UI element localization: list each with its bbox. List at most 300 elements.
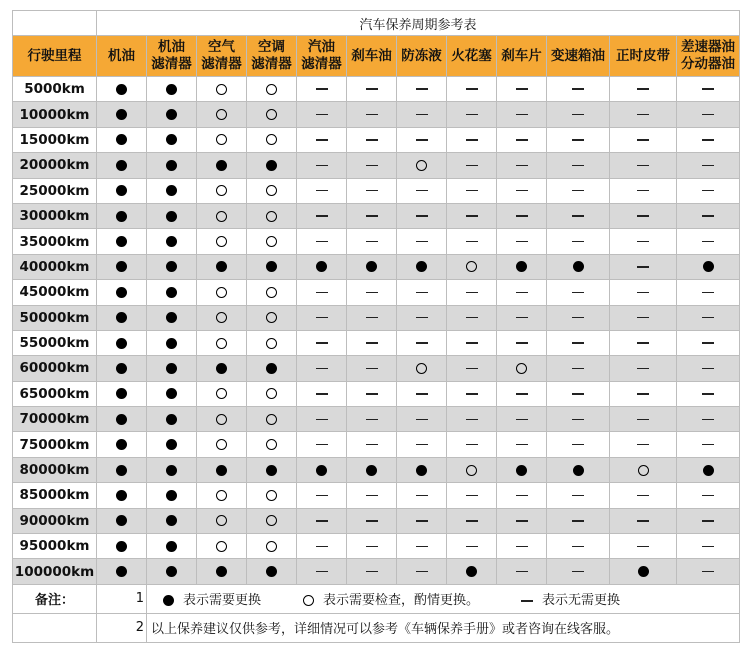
mark-cell	[610, 178, 677, 203]
mark-cell	[397, 559, 447, 584]
no-replace-dash-icon	[466, 546, 478, 547]
no-replace-dash-icon	[416, 520, 428, 521]
mark-cell	[297, 432, 347, 457]
inspect-circle-icon	[416, 160, 427, 171]
mark-cell	[247, 153, 297, 178]
mark-cell	[97, 432, 147, 457]
mark-cell	[610, 356, 677, 381]
no-replace-dash-icon	[466, 114, 478, 115]
table-row	[13, 254, 740, 279]
no-replace-dash-icon	[416, 88, 428, 89]
mark-cell	[677, 280, 740, 305]
mark-cell	[197, 330, 247, 355]
replace-dot-icon	[116, 84, 127, 95]
mark-cell	[147, 559, 197, 584]
legend-dot-icon	[163, 595, 174, 606]
replace-dot-icon	[166, 160, 177, 171]
replace-dot-icon	[266, 160, 277, 171]
mark-cell	[547, 356, 610, 381]
mark-cell	[497, 77, 547, 102]
mark-cell	[397, 381, 447, 406]
mark-cell	[447, 356, 497, 381]
column-header-line: 滤清器	[251, 56, 292, 72]
no-replace-dash-icon	[466, 444, 478, 445]
legend-cell	[147, 584, 740, 613]
column-header-1	[97, 36, 147, 77]
mark-cell	[397, 102, 447, 127]
inspect-circle-icon	[516, 363, 527, 374]
no-replace-dash-icon	[637, 88, 649, 89]
no-replace-dash-icon	[637, 266, 649, 267]
mark-cell	[197, 381, 247, 406]
mark-cell	[147, 356, 197, 381]
mark-cell	[677, 508, 740, 533]
mark-cell	[197, 77, 247, 102]
mark-cell	[547, 305, 610, 330]
inspect-circle-icon	[266, 312, 277, 323]
mark-cell	[347, 77, 397, 102]
replace-dot-icon	[116, 439, 127, 450]
no-replace-dash-icon	[416, 190, 428, 191]
no-replace-dash-icon	[637, 165, 649, 166]
column-header-line: 分动器油	[681, 56, 736, 72]
replace-dot-icon	[216, 465, 227, 476]
column-header-line: 滤清器	[151, 56, 192, 72]
mark-cell	[247, 77, 297, 102]
column-header-line: 刹车油	[351, 47, 392, 64]
inspect-circle-icon	[266, 84, 277, 95]
inspect-circle-icon	[216, 515, 227, 526]
mark-cell	[610, 381, 677, 406]
mark-cell	[677, 534, 740, 559]
mark-cell	[247, 483, 297, 508]
inspect-circle-icon	[216, 541, 227, 552]
no-replace-dash-icon	[702, 317, 714, 318]
table-row	[13, 330, 740, 355]
mark-cell	[447, 254, 497, 279]
mark-cell	[447, 229, 497, 254]
mark-cell	[297, 381, 347, 406]
mark-cell	[197, 305, 247, 330]
table-row	[13, 153, 740, 178]
no-replace-dash-icon	[702, 495, 714, 496]
no-replace-dash-icon	[466, 317, 478, 318]
inspect-circle-icon	[216, 185, 227, 196]
mark-cell	[547, 254, 610, 279]
mileage-cell: 70000km	[13, 407, 97, 432]
replace-dot-icon	[266, 261, 277, 272]
mark-cell	[297, 229, 347, 254]
mark-cell	[247, 457, 297, 482]
inspect-circle-icon	[216, 414, 227, 425]
mark-cell	[447, 559, 497, 584]
replace-dot-icon	[466, 566, 477, 577]
replace-dot-icon	[116, 465, 127, 476]
inspect-circle-icon	[266, 185, 277, 196]
no-replace-dash-icon	[366, 165, 378, 166]
replace-dot-icon	[316, 261, 327, 272]
mark-cell	[677, 559, 740, 584]
no-replace-dash-icon	[316, 139, 328, 140]
no-replace-dash-icon	[466, 241, 478, 242]
no-replace-dash-icon	[416, 215, 428, 216]
mark-cell	[447, 381, 497, 406]
no-replace-dash-icon	[572, 317, 584, 318]
no-replace-dash-icon	[366, 495, 378, 496]
no-replace-dash-icon	[316, 292, 328, 293]
mark-cell	[97, 407, 147, 432]
mark-cell	[677, 356, 740, 381]
mark-cell	[447, 508, 497, 533]
inspect-circle-icon	[216, 134, 227, 145]
column-header-line: 汽油	[308, 39, 335, 55]
replace-dot-icon	[116, 566, 127, 577]
inspect-circle-icon	[216, 236, 227, 247]
no-replace-dash-icon	[316, 393, 328, 394]
no-replace-dash-icon	[702, 393, 714, 394]
column-header-8	[447, 36, 497, 77]
mark-cell	[197, 127, 247, 152]
no-replace-dash-icon	[466, 292, 478, 293]
mark-cell	[97, 229, 147, 254]
mark-cell	[610, 102, 677, 127]
mileage-cell: 95000km	[13, 534, 97, 559]
replace-dot-icon	[166, 515, 177, 526]
mark-cell	[97, 102, 147, 127]
no-replace-dash-icon	[516, 546, 528, 547]
mark-cell	[497, 305, 547, 330]
mileage-cell: 75000km	[13, 432, 97, 457]
column-header-line: 变速箱油	[551, 47, 605, 64]
mark-cell	[347, 102, 397, 127]
mileage-cell: 55000km	[13, 330, 97, 355]
inspect-circle-icon	[266, 109, 277, 120]
mark-cell	[447, 457, 497, 482]
mark-cell	[497, 356, 547, 381]
table-row	[13, 483, 740, 508]
no-replace-dash-icon	[516, 114, 528, 115]
table-row	[13, 457, 740, 482]
no-replace-dash-icon	[702, 368, 714, 369]
mark-cell	[497, 407, 547, 432]
mark-cell	[397, 229, 447, 254]
mark-cell	[347, 127, 397, 152]
column-header-6	[347, 36, 397, 77]
no-replace-dash-icon	[572, 495, 584, 496]
no-replace-dash-icon	[637, 495, 649, 496]
mark-cell	[677, 127, 740, 152]
mileage-cell: 25000km	[13, 178, 97, 203]
replace-dot-icon	[166, 211, 177, 222]
mark-cell	[447, 432, 497, 457]
mark-cell	[147, 77, 197, 102]
replace-dot-icon	[416, 465, 427, 476]
no-replace-dash-icon	[466, 368, 478, 369]
title-spacer	[13, 11, 97, 36]
mark-cell	[397, 203, 447, 228]
no-replace-dash-icon	[637, 342, 649, 343]
column-header-line: 刹车片	[501, 47, 542, 64]
no-replace-dash-icon	[316, 571, 328, 572]
mark-cell	[97, 534, 147, 559]
replace-dot-icon	[166, 109, 177, 120]
mark-cell	[247, 127, 297, 152]
mark-cell	[247, 102, 297, 127]
mark-cell	[97, 254, 147, 279]
mark-cell	[147, 254, 197, 279]
inspect-circle-icon	[266, 338, 277, 349]
legend	[147, 589, 739, 608]
no-replace-dash-icon	[316, 88, 328, 89]
mark-cell	[397, 483, 447, 508]
replace-dot-icon	[166, 490, 177, 501]
mark-cell	[497, 102, 547, 127]
replace-dot-icon	[116, 388, 127, 399]
mark-cell	[397, 330, 447, 355]
no-replace-dash-icon	[416, 419, 428, 420]
mark-cell	[397, 432, 447, 457]
mark-cell	[497, 153, 547, 178]
table-row	[13, 508, 740, 533]
replace-dot-icon	[166, 287, 177, 298]
mark-cell	[147, 381, 197, 406]
inspect-circle-icon	[216, 338, 227, 349]
no-replace-dash-icon	[466, 190, 478, 191]
column-header-2	[147, 36, 197, 77]
mark-cell	[497, 229, 547, 254]
no-replace-dash-icon	[637, 368, 649, 369]
column-header-10	[547, 36, 610, 77]
replace-dot-icon	[116, 541, 127, 552]
mark-cell	[197, 508, 247, 533]
mark-cell	[447, 127, 497, 152]
mark-cell	[297, 483, 347, 508]
mark-cell	[97, 77, 147, 102]
inspect-circle-icon	[266, 134, 277, 145]
mark-cell	[347, 381, 397, 406]
mark-cell	[447, 305, 497, 330]
mark-cell	[247, 178, 297, 203]
mark-cell	[547, 432, 610, 457]
mileage-cell: 30000km	[13, 203, 97, 228]
replace-dot-icon	[166, 388, 177, 399]
no-replace-dash-icon	[366, 215, 378, 216]
column-header-9	[497, 36, 547, 77]
mark-cell	[610, 305, 677, 330]
no-replace-dash-icon	[466, 215, 478, 216]
note-spacer	[13, 613, 97, 642]
mark-cell	[610, 330, 677, 355]
mark-cell	[347, 280, 397, 305]
no-replace-dash-icon	[316, 419, 328, 420]
mileage-cell: 65000km	[13, 381, 97, 406]
replace-dot-icon	[116, 261, 127, 272]
no-replace-dash-icon	[466, 342, 478, 343]
no-replace-dash-icon	[702, 88, 714, 89]
replace-dot-icon	[116, 363, 127, 374]
mark-cell	[547, 534, 610, 559]
mark-cell	[297, 203, 347, 228]
replace-dot-icon	[573, 261, 584, 272]
mark-cell	[547, 559, 610, 584]
column-header-line: 滤清器	[301, 56, 342, 72]
no-replace-dash-icon	[516, 419, 528, 420]
legend-none	[505, 589, 620, 608]
mark-cell	[97, 381, 147, 406]
mark-cell	[447, 153, 497, 178]
mark-cell	[347, 203, 397, 228]
column-header-line: 正时皮带	[616, 47, 670, 64]
replace-dot-icon	[216, 363, 227, 374]
mark-cell	[247, 280, 297, 305]
mark-cell	[197, 559, 247, 584]
mark-cell	[97, 178, 147, 203]
replace-dot-icon	[166, 414, 177, 425]
no-replace-dash-icon	[637, 292, 649, 293]
no-replace-dash-icon	[572, 139, 584, 140]
mark-cell	[197, 229, 247, 254]
mark-cell	[610, 559, 677, 584]
mark-cell	[347, 559, 397, 584]
table-row	[13, 356, 740, 381]
replace-dot-icon	[166, 465, 177, 476]
replace-dot-icon	[573, 465, 584, 476]
no-replace-dash-icon	[366, 393, 378, 394]
column-header-line: 火花塞	[451, 47, 492, 64]
mark-cell	[610, 203, 677, 228]
mark-cell	[147, 102, 197, 127]
table-row	[13, 432, 740, 457]
no-replace-dash-icon	[416, 495, 428, 496]
no-replace-dash-icon	[416, 317, 428, 318]
mileage-cell: 45000km	[13, 280, 97, 305]
mark-cell	[147, 305, 197, 330]
mark-cell	[197, 407, 247, 432]
mark-cell	[197, 534, 247, 559]
mark-cell	[97, 356, 147, 381]
mark-cell	[347, 254, 397, 279]
mark-cell	[347, 534, 397, 559]
no-replace-dash-icon	[416, 139, 428, 140]
mark-cell	[297, 178, 347, 203]
mark-cell	[147, 483, 197, 508]
column-header-11	[610, 36, 677, 77]
table-row	[13, 407, 740, 432]
mark-cell	[547, 280, 610, 305]
mark-cell	[297, 254, 347, 279]
mark-cell	[197, 153, 247, 178]
mark-cell	[97, 483, 147, 508]
table-row	[13, 77, 740, 102]
mark-cell	[610, 127, 677, 152]
mark-cell	[547, 102, 610, 127]
no-replace-dash-icon	[572, 571, 584, 572]
no-replace-dash-icon	[516, 292, 528, 293]
mark-cell	[610, 457, 677, 482]
inspect-circle-icon	[266, 541, 277, 552]
no-replace-dash-icon	[702, 419, 714, 420]
replace-dot-icon	[116, 287, 127, 298]
mark-cell	[347, 305, 397, 330]
mark-cell	[247, 330, 297, 355]
mark-cell	[610, 534, 677, 559]
mark-cell	[497, 178, 547, 203]
mark-cell	[677, 203, 740, 228]
table-row	[13, 102, 740, 127]
replace-dot-icon	[416, 261, 427, 272]
mark-cell	[397, 280, 447, 305]
mark-cell	[497, 483, 547, 508]
no-replace-dash-icon	[637, 139, 649, 140]
inspect-circle-icon	[266, 388, 277, 399]
no-replace-dash-icon	[572, 520, 584, 521]
inspect-circle-icon	[266, 490, 277, 501]
note-number-2: 2	[97, 613, 147, 642]
mark-cell	[247, 229, 297, 254]
no-replace-dash-icon	[702, 520, 714, 521]
mark-cell	[197, 178, 247, 203]
no-replace-dash-icon	[316, 215, 328, 216]
table-row	[13, 534, 740, 559]
column-header-line: 空气	[208, 39, 235, 55]
no-replace-dash-icon	[702, 571, 714, 572]
replace-dot-icon	[166, 338, 177, 349]
mileage-cell: 20000km	[13, 153, 97, 178]
mark-cell	[197, 254, 247, 279]
mark-cell	[497, 127, 547, 152]
mark-cell	[497, 381, 547, 406]
column-header-3	[197, 36, 247, 77]
mark-cell	[97, 559, 147, 584]
mark-cell	[677, 254, 740, 279]
no-replace-dash-icon	[572, 241, 584, 242]
legend-inspect	[287, 589, 479, 608]
replace-dot-icon	[166, 134, 177, 145]
no-replace-dash-icon	[637, 444, 649, 445]
column-header-12	[677, 36, 740, 77]
column-header-5	[297, 36, 347, 77]
mark-cell	[547, 77, 610, 102]
mark-cell	[197, 356, 247, 381]
mark-cell	[147, 153, 197, 178]
mark-cell	[677, 483, 740, 508]
no-replace-dash-icon	[637, 393, 649, 394]
mark-cell	[147, 330, 197, 355]
no-replace-dash-icon	[366, 88, 378, 89]
no-replace-dash-icon	[416, 444, 428, 445]
no-replace-dash-icon	[366, 546, 378, 547]
mileage-cell: 10000km	[13, 102, 97, 127]
replace-dot-icon	[166, 261, 177, 272]
mark-cell	[147, 407, 197, 432]
no-replace-dash-icon	[516, 444, 528, 445]
mark-cell	[547, 203, 610, 228]
replace-dot-icon	[116, 160, 127, 171]
column-header-7	[397, 36, 447, 77]
mark-cell	[610, 254, 677, 279]
table-title: 汽车保养周期参考表	[97, 11, 740, 36]
no-replace-dash-icon	[572, 444, 584, 445]
column-header-line: 行驶里程	[27, 47, 82, 64]
replace-dot-icon	[703, 465, 714, 476]
mark-cell	[547, 381, 610, 406]
mark-cell	[497, 203, 547, 228]
mark-cell	[397, 305, 447, 330]
replace-dot-icon	[266, 465, 277, 476]
mark-cell	[677, 407, 740, 432]
no-replace-dash-icon	[572, 342, 584, 343]
mark-cell	[447, 178, 497, 203]
